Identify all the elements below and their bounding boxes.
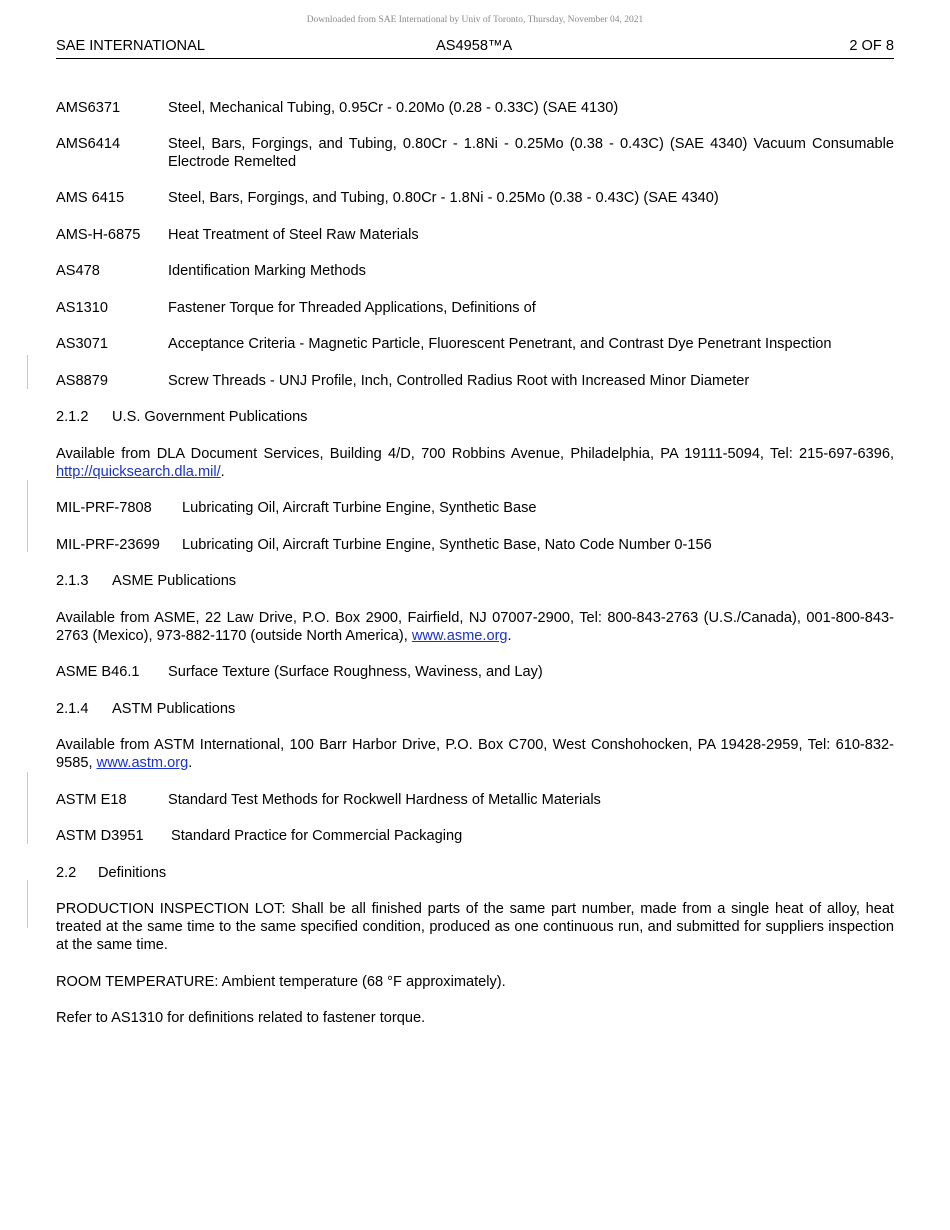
- reference-title: Heat Treatment of Steel Raw Materials: [168, 227, 419, 243]
- section-number: 2.2: [56, 865, 77, 881]
- page-header: [56, 38, 894, 59]
- section-number: 2.1.3: [56, 573, 89, 589]
- availability-paragraph: [56, 445, 894, 481]
- reference-code: MIL-PRF-7808: [56, 500, 152, 516]
- punctuation: .: [220, 464, 225, 480]
- change-bar: [27, 880, 28, 928]
- change-bar: [27, 772, 28, 844]
- section-title: ASME Publications: [112, 573, 237, 589]
- reference-code: AS3071: [56, 336, 108, 352]
- reference-code: AMS6414: [56, 136, 121, 152]
- availability-paragraph: [56, 736, 894, 772]
- reference-code: AMS6371: [56, 100, 121, 116]
- definition-reference-note: Refer to AS1310 for definitions related to fastener torque.: [56, 1010, 426, 1026]
- availability-text: Available from ASTM International, 100 Barr Harbor Drive, P.O. Box C700, West Conshohocken, PA 19428-2959, Tel: 610-832-9585,: [56, 737, 894, 771]
- reference-title: Lubricating Oil, Aircraft Turbine Engine, Synthetic Base, Nato Code Number 0-156: [182, 537, 712, 553]
- availability-text: Available from DLA Document Services, Building 4/D, 700 Robbins Avenue, Philadelphia, PA 19111-5094, Tel: 215-697-6396,: [56, 446, 894, 462]
- reference-code: MIL-PRF-23699: [56, 537, 160, 553]
- reference-title: Steel, Bars, Forgings, and Tubing, 0.80Cr - 1.8Ni - 0.25Mo (0.38 - 0.43C) (SAE 4340): [168, 190, 719, 206]
- reference-title: Standard Practice for Commercial Packaging: [171, 828, 463, 844]
- section-number: 2.1.2: [56, 409, 89, 425]
- reference-title: Screw Threads - UNJ Profile, Inch, Controlled Radius Root with Increased Minor Diameter: [168, 373, 750, 389]
- header-doc-number: AS4958™A: [436, 38, 513, 54]
- definition-production-lot: PRODUCTION INSPECTION LOT: Shall be all finished parts of the same part number, made from a single heat of alloy, heat treated at the same time to the same specified condition, produced as one continuous run, and submitted for suppliers inspection at the same time.: [56, 901, 894, 953]
- availability-text: Available from ASME, 22 Law Drive, P.O. Box 2900, Fairfield, NJ 07007-2900, Tel: 800-843-2763 (U.S./Canada), 001-800-843-2763 (Mexico), 973-882-1170 (outside North America),: [56, 610, 894, 644]
- reference-code: AS8879: [56, 373, 108, 389]
- reference-code: ASME B46.1: [56, 664, 140, 680]
- reference-title: Acceptance Criteria - Magnetic Particle, Fluorescent Penetrant, and Contrast Dye Penetrant Inspection: [168, 336, 832, 352]
- reference-title: Steel, Mechanical Tubing, 0.95Cr - 0.20Mo (0.28 - 0.33C) (SAE 4130): [168, 100, 619, 116]
- dla-link[interactable]: http://quicksearch.dla.mil/: [56, 464, 221, 480]
- reference-title: Standard Test Methods for Rockwell Hardness of Metallic Materials: [168, 792, 601, 808]
- astm-link[interactable]: www.astm.org: [96, 755, 189, 771]
- availability-paragraph: [56, 609, 894, 645]
- section-heading: [56, 408, 894, 426]
- section-number: 2.1.4: [56, 701, 89, 717]
- definition-room-temperature: ROOM TEMPERATURE: Ambient temperature (68 °F approximately).: [56, 974, 506, 990]
- section-heading: [56, 572, 894, 590]
- reference-code: AS478: [56, 263, 100, 279]
- header-page-number: 2 OF 8: [849, 38, 894, 54]
- section-heading: [56, 864, 894, 882]
- change-bar: [27, 355, 28, 389]
- section-title: U.S. Government Publications: [112, 409, 308, 425]
- reference-code: AMS 6415: [56, 190, 125, 206]
- reference-title: Lubricating Oil, Aircraft Turbine Engine, Synthetic Base: [182, 500, 537, 516]
- reference-code: ASTM E18: [56, 792, 127, 808]
- section-title: Definitions: [98, 865, 167, 881]
- reference-code: ASTM D3951: [56, 828, 144, 844]
- section-title: ASTM Publications: [112, 701, 236, 717]
- header-org: SAE INTERNATIONAL: [56, 38, 205, 54]
- punctuation: .: [507, 628, 512, 644]
- reference-title: Steel, Bars, Forgings, and Tubing, 0.80Cr - 1.8Ni - 0.25Mo (0.38 - 0.43C) (SAE 4340) Vacuum Consumable Electrode Remelted: [168, 136, 894, 170]
- reference-code: AS1310: [56, 300, 108, 316]
- reference-title: Fastener Torque for Threaded Applications, Definitions of: [168, 300, 536, 316]
- reference-title: Identification Marking Methods: [168, 263, 366, 279]
- section-heading: [56, 700, 894, 718]
- asme-link[interactable]: www.asme.org: [411, 628, 508, 644]
- change-bar: [27, 480, 28, 552]
- punctuation: .: [188, 755, 193, 771]
- download-notice: Downloaded from SAE International by Univ of Toronto, Thursday, November 04, 2021: [306, 15, 644, 25]
- reference-title: Surface Texture (Surface Roughness, Waviness, and Lay): [168, 664, 543, 680]
- reference-code: AMS-H-6875: [56, 227, 141, 243]
